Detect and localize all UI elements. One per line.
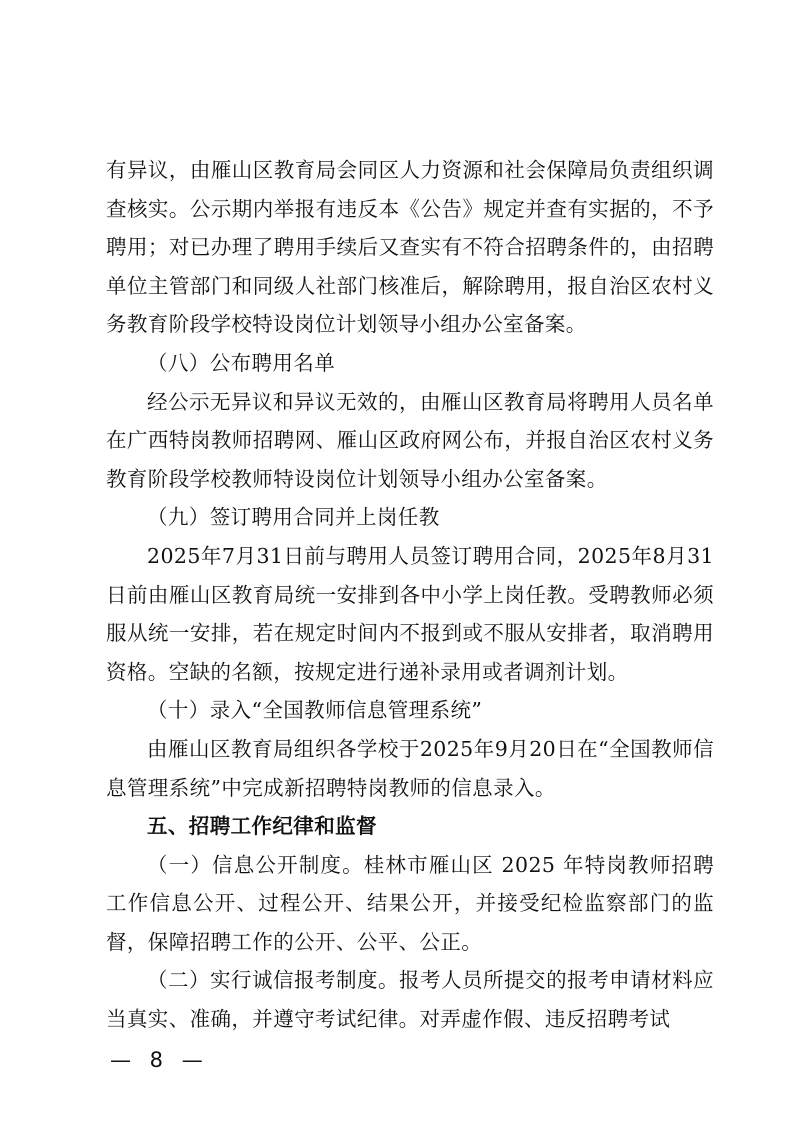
paragraph-disputes-verification: 有异议，由雁山区教育局会同区人力资源和社会保障局负责组织调查核实。公示期内举报有违反本《公告》规定并查有实据的，不予聘用；对已办理了聘用手续后又查实有不符合招聘条件的，由招聘单位主管部门和同级人社部门核准后，解除聘用，报自治区农村义务教育阶段学校特设岗位计划领导小组办公室备案。: [106, 158, 714, 337]
subheading-publish-hiring-list: （八）公布聘用名单: [147, 350, 336, 375]
paragraph-honest-application: （二）实行诚信报考制度。报考人员所提交的报考申请材料应当真实、准确，并遵守考试纪律。对弄虚作假、违反招聘考试: [106, 968, 714, 1032]
section-heading-discipline-supervision: 五、招聘工作纪律和监督: [147, 814, 377, 839]
paragraph-teacher-info-system: 由雁山区教育局组织各学校于2025年9月20日在“全国教师信息管理系统”中完成新招聘特岗教师的信息录入。: [106, 736, 714, 800]
document-body: [106, 151, 714, 1039]
paragraph-sign-contract: 2025年7月31日前与聘用人员签订聘用合同，2025年8月31日前由雁山区教育局统一安排到各中小学上岗任教。受聘教师必须服从统一安排，若在规定时间内不报到或不服从安排者，取消聘用资格。空缺的名额，按规定进行递补录用或者调剂计划。: [106, 543, 714, 684]
paragraph-information-disclosure: （一）信息公开制度。桂林市雁山区 2025 年特岗教师招聘工作信息公开、过程公开、结果公开，并接受纪检监察部门的监督，保障招聘工作的公开、公平、公正。: [106, 852, 714, 954]
paragraph-publish-hiring-list: 经公示无异议和异议无效的，由雁山区教育局将聘用人员名单在广西特岗教师招聘网、雁山区政府网公布，并报自治区农村义务教育阶段学校教师特设岗位计划领导小组办公室备案。: [106, 389, 714, 491]
subheading-teacher-info-system: （十）录入“全国教师信息管理系统”: [147, 698, 483, 723]
subheading-sign-contract: （九）签订聘用合同并上岗任教: [147, 505, 440, 530]
page-number: — 8 —: [110, 1048, 209, 1072]
